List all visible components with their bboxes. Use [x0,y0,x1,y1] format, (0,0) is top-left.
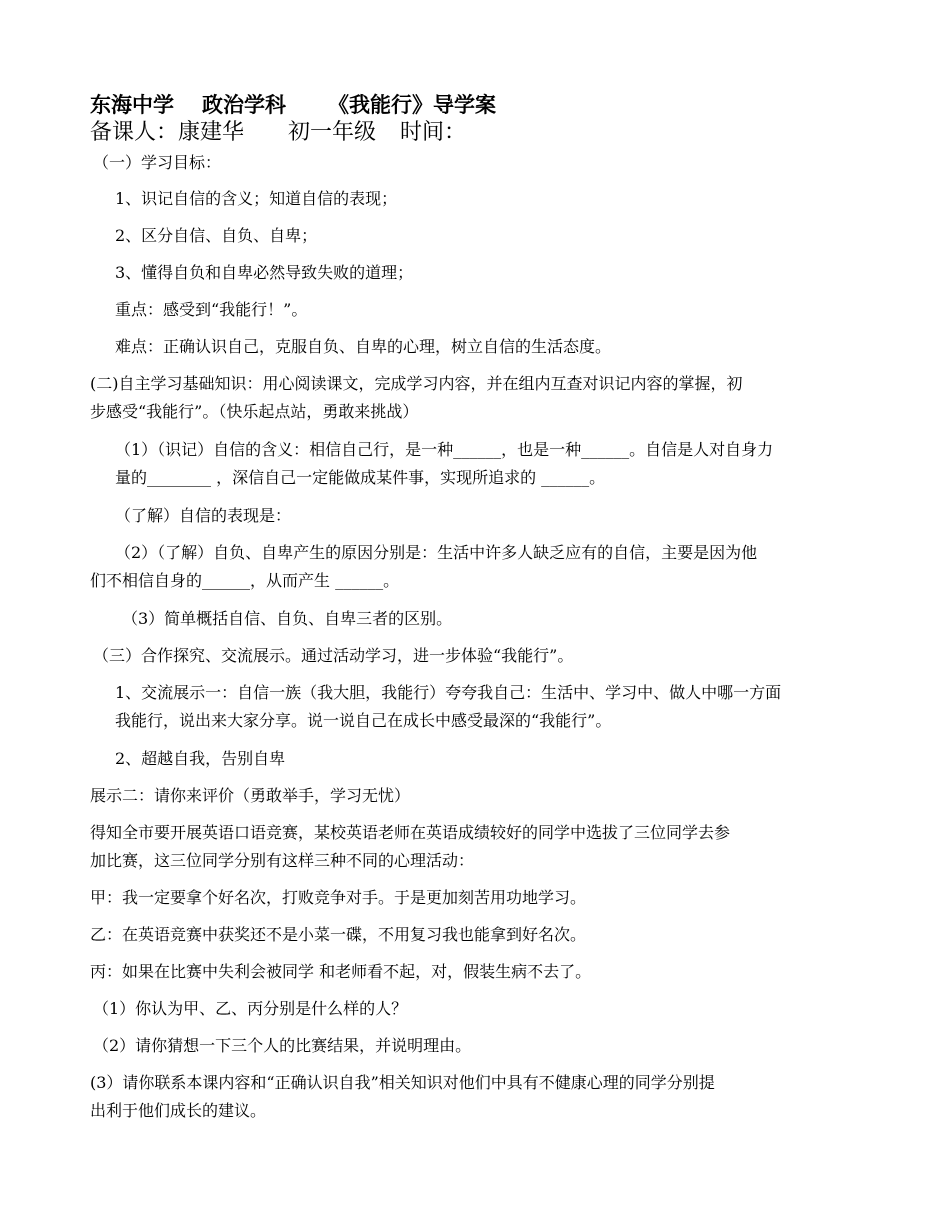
objective-item: 2、区分自信、自负、自卑； [115,226,318,245]
section-2-intro: (二)自主学习基础知识：用心阅读课文，完成学习内容，并在组内互查对识记内容的掌握，初 [90,374,743,393]
show-2-title: 展示二：请你来评价（勇敢举手，学习无忧） [90,786,411,805]
discussion-question-3: (3）请你联系本课内容和“正确认识自我”相关知识对他们中具有不健康心理的同学分别提 [90,1073,715,1092]
question-1: （1）（识记）自信的含义：相信自己行，是一种______，也是一种______。自信是人对自身力 [115,440,774,459]
student-bing: 丙：如果在比赛中失利会被同学 和老师看不起，对，假装生病不去了。 [90,962,592,981]
section-3-title: （三）合作探究、交流展示。通过活动学习，进一步体验“我能行”。 [93,646,574,665]
grade: 初一年级 [288,120,377,145]
section-2-intro-cont: 步感受“我能行”。（快乐起点站，勇敢来挑战） [90,402,419,421]
question-2-cont: 们不相信自身的______，从而产生 ______。 [90,571,400,590]
subject-name: 政治学科 [202,92,286,117]
activity-2: 2、超越自我，告别自卑 [115,749,286,768]
story-text-cont: 加比赛，这三位同学分别有这样三种不同的心理活动： [90,851,475,870]
student-jia: 甲：我一定要拿个好名次，打败竞争对手。于是更加刻苦用功地学习。 [90,888,587,907]
key-point: 重点：感受到“我能行！”。 [115,300,308,319]
question-1-cont: 量的________ ，深信自己一定能做成某件事，实现所追求的 ______。 [115,468,606,487]
section-1-title: （一）学习目标： [93,153,222,172]
objective-item: 3、懂得自负和自卑必然导致失败的道理； [115,263,414,282]
preparer: 备课人：康建华 [90,120,245,145]
student-yi: 乙：在英语竞赛中获奖还不是小菜一碟，不用复习我也能拿到好名次。 [90,925,587,944]
objective-item: 1、识记自信的含义；知道自信的表现； [115,189,398,208]
question-2: （2）（了解）自负、自卑产生的原因分别是：生活中许多人缺乏应有的自信，主要是因为他 [115,543,758,562]
lesson-title: 《我能行》导学案 [328,92,496,117]
preparer-line [90,120,466,146]
difficult-point: 难点：正确认识自己，克服自负、自卑的心理，树立自信的生活态度。 [115,337,612,356]
discussion-question-2: （2）请你猜想一下三个人的比赛结果，并说明理由。 [93,1036,472,1055]
question-3: （3）简单概括自信、自负、自卑三者的区别。 [122,609,453,628]
school-name: 东海中学 [90,92,174,117]
document-title [90,92,496,118]
time-label: 时间： [400,120,467,145]
question-1-extra: （了解）自信的表现是： [115,506,292,525]
discussion-question-3-cont: 出利于他们成长的建议。 [90,1101,267,1120]
discussion-question-1: （1）你认为甲、乙、丙分别是什么样的人？ [93,999,408,1018]
activity-1: 1、交流展示一：自信一族（我大胆，我能行）夸夸我自己：生活中、学习中、做人中哪一方面 [115,683,782,702]
activity-1-cont: 我能行，说出来大家分享。说一说自己在成长中感受最深的“我能行”。 [115,711,612,730]
story-text: 得知全市要开展英语口语竞赛，某校英语老师在英语成绩较好的同学中选拔了三位同学去参 [90,823,731,842]
